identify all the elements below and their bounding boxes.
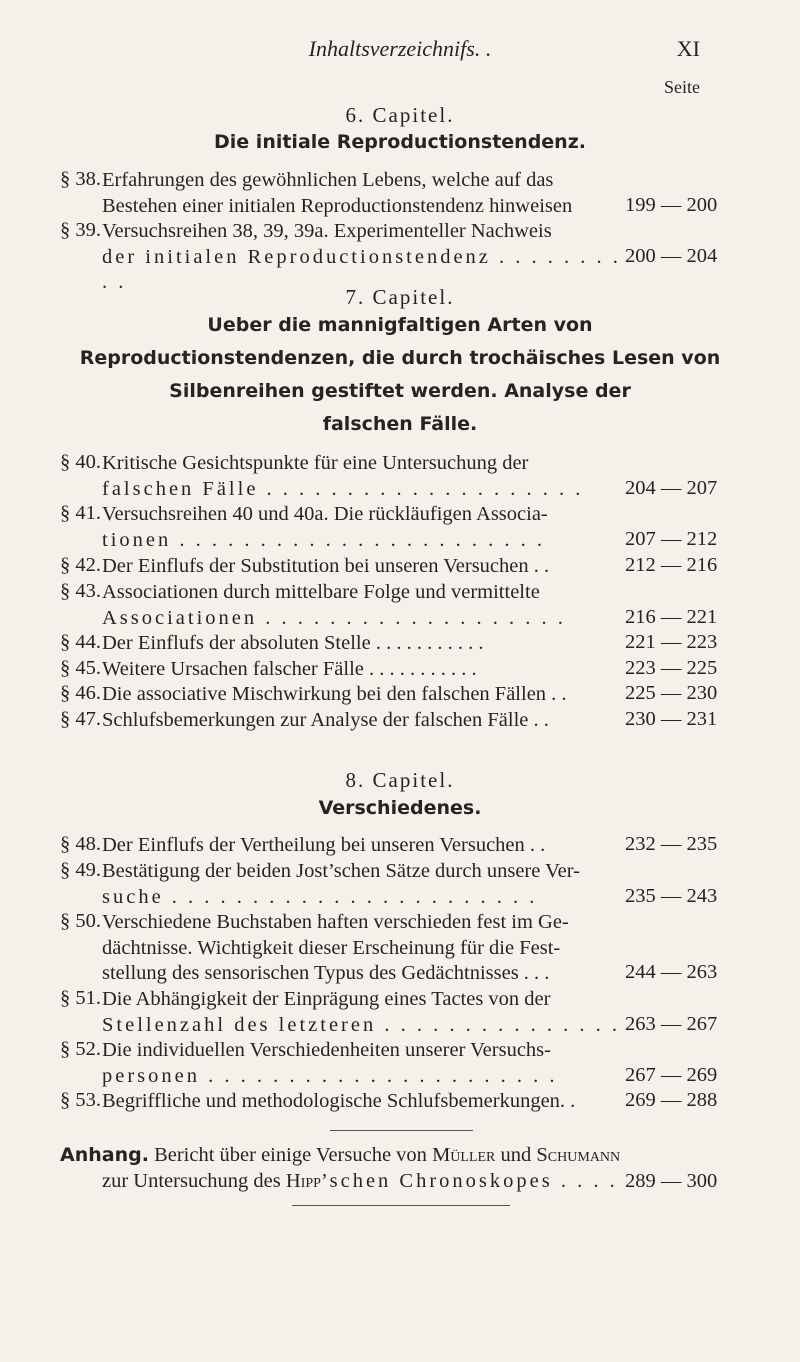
section-number: § 44. [60, 631, 101, 653]
page-range: 267 — 269 [625, 1063, 718, 1086]
entry-line: Die associative Mischwirkung bei den falschen Fällen . . [102, 683, 567, 705]
page-range: 263 — 267 [625, 1012, 718, 1035]
entry-line: falschen Fälle . . . . . . . . . . . . . . . . . . . . [102, 477, 584, 500]
entry-line: Bestätigung der beiden Jost’schen Sätze durch unsere Ver- [102, 860, 580, 882]
entry-line: Der Einflufs der Substitution bei unseren Versuchen . . [102, 555, 550, 577]
entry-text [102, 502, 622, 553]
section-number: § 50. [60, 910, 101, 932]
entry-text [102, 1089, 622, 1115]
page-range: 199 — 200 [625, 193, 718, 216]
entry-line: Stellenzahl des letzteren . . . . . . . . . . . . . . . [102, 1013, 620, 1036]
chapter-title-line: Verschiedenes. [318, 797, 482, 819]
entry-line: Der Einflufs der Vertheilung bei unseren Versuchen . . [102, 834, 546, 856]
section-number: § 49. [60, 859, 101, 881]
entry-line: Associationen . . . . . . . . . . . . . . . . . . . [102, 606, 566, 629]
entry-line: suche . . . . . . . . . . . . . . . . . . . . . . . [102, 885, 538, 908]
chapter-title-line: Reproductionstendenzen, die durch trochäisches Lesen von [79, 347, 721, 369]
page-range: 221 — 223 [625, 631, 718, 653]
entry-line: Associationen durch mittelbare Folge und vermittelte [102, 581, 540, 603]
page-range: 216 — 221 [625, 605, 718, 628]
page-range: 235 — 243 [625, 884, 718, 907]
page-range: 207 — 212 [625, 527, 718, 550]
appendix-text: und [500, 1144, 532, 1166]
entry-line: Weitere Ursachen falscher Fälle . . . . . . . . . . . [102, 658, 477, 680]
entry-text [102, 859, 622, 910]
entry-line: Begriffliche und methodologische Schlufsbemerkungen. . [102, 1090, 576, 1112]
page-range: 230 — 231 [625, 708, 718, 730]
chapter-7-title [0, 309, 800, 441]
author-name: Müller [432, 1144, 496, 1166]
entry-text [102, 451, 622, 502]
section-number: § 45. [60, 657, 101, 679]
section-number: § 52. [60, 1038, 101, 1060]
chapter-6-heading [0, 103, 800, 128]
page-range: 289 — 300 [625, 1169, 718, 1192]
entry-line: Bestehen einer initialen Reproductionstendenz hinweisen [102, 194, 573, 217]
page-range: 204 — 207 [625, 476, 718, 499]
page-range: 225 — 230 [625, 682, 718, 704]
entry-line: personen . . . . . . . . . . . . . . . . . . . . . . [102, 1064, 558, 1087]
section-number: § 41. [60, 502, 101, 524]
entry-text [102, 1038, 622, 1089]
section-number: § 46. [60, 682, 101, 704]
entry-line: Die Abhängigkeit der Einprägung eines Tactes von der [102, 988, 551, 1010]
appendix-line [60, 1143, 740, 1169]
page-column-label: Seite [664, 77, 700, 97]
author-name: Hipp [285, 1169, 321, 1192]
chapter-label: 7. Capitel. [345, 285, 455, 309]
entry-text [102, 910, 622, 987]
chapter-title-line: Ueber die mannigfaltigen Arten von [207, 314, 593, 336]
entry-line: der initialen Reproductionstendenz . . . . . . . . . . [102, 245, 621, 293]
entry-line: Schlufsbemerkungen zur Analyse der falschen Fälle . . [102, 709, 549, 731]
chapter-title-line: falschen Fälle. [322, 413, 478, 435]
entry-text [102, 708, 622, 734]
entry-text [102, 657, 622, 683]
section-number: § 39. [60, 219, 101, 241]
appendix-entry [60, 1143, 740, 1194]
chapter-title-line: Die initiale Reproductionstendenz. [214, 131, 586, 153]
entry-text [102, 833, 622, 859]
running-head-title: Inhaltsverzeichnifs. . [308, 36, 492, 61]
page-number: XI [676, 36, 700, 61]
chapter-7-heading [0, 285, 800, 310]
entry-line: Der Einflufs der absoluten Stelle . . . . . . . . . . . [102, 632, 484, 654]
chapter-label: 8. Capitel. [345, 768, 455, 792]
entry-line: Erfahrungen des gewöhnlichen Lebens, welche auf das [102, 169, 554, 191]
appendix-label: Anhang. [60, 1144, 149, 1166]
page-range: 244 — 263 [625, 961, 718, 983]
appendix-text: zur Untersuchung des [102, 1169, 281, 1192]
entry-line: Versuchsreihen 40 und 40a. Die rückläufigen Associa- [102, 503, 548, 525]
entry-text [102, 554, 622, 580]
page-range: 223 — 225 [625, 657, 718, 679]
entry-text [102, 580, 622, 631]
entry-text [102, 631, 622, 657]
section-number: § 42. [60, 554, 101, 576]
section-number: § 43. [60, 580, 101, 602]
page-range: 200 — 204 [625, 244, 718, 267]
running-head [0, 36, 800, 76]
entry-line: Versuchsreihen 38, 39, 39a. Experimenteller Nachweis [102, 220, 552, 242]
entry-line: dächtnisse. Wichtigkeit dieser Erscheinung für die Fest- [102, 936, 561, 959]
chapter-label: 6. Capitel. [345, 103, 455, 127]
section-number: § 53. [60, 1089, 101, 1111]
chapter-8-heading [0, 768, 800, 793]
chapter-title-line: Silbenreihen gestiftet werden. Analyse der [169, 380, 631, 402]
chapter-8-title [0, 792, 800, 825]
end-rule [292, 1205, 510, 1206]
section-number: § 48. [60, 833, 101, 855]
entry-text [102, 168, 622, 219]
appendix-text: Bericht über einige Versuche von [154, 1144, 427, 1166]
section-number: § 51. [60, 987, 101, 1009]
section-divider [330, 1130, 473, 1131]
appendix-text: ’schen Chronoskopes . . . . [320, 1169, 618, 1192]
page-range: 232 — 235 [625, 833, 718, 855]
entry-line: stellung des sensorischen Typus des Gedächtnisses . . . [102, 962, 550, 984]
section-number: § 40. [60, 451, 101, 473]
entry-line: Kritische Gesichtspunkte für eine Untersuchung der [102, 452, 529, 474]
entry-text [102, 987, 622, 1038]
entry-text [102, 682, 622, 708]
page-range: 269 — 288 [625, 1089, 718, 1111]
entry-line: tionen . . . . . . . . . . . . . . . . . . . . . . . [102, 528, 545, 551]
chapter-6-title [0, 126, 800, 159]
entry-line: Die individuellen Verschiedenheiten unserer Versuchs- [102, 1039, 551, 1061]
page-range: 212 — 216 [625, 554, 718, 576]
author-name: Schumann [536, 1144, 621, 1166]
section-number: § 38. [60, 168, 101, 190]
entry-line: Verschiedene Buchstaben haften verschieden fest im Ge- [102, 911, 569, 933]
section-number: § 47. [60, 708, 101, 730]
